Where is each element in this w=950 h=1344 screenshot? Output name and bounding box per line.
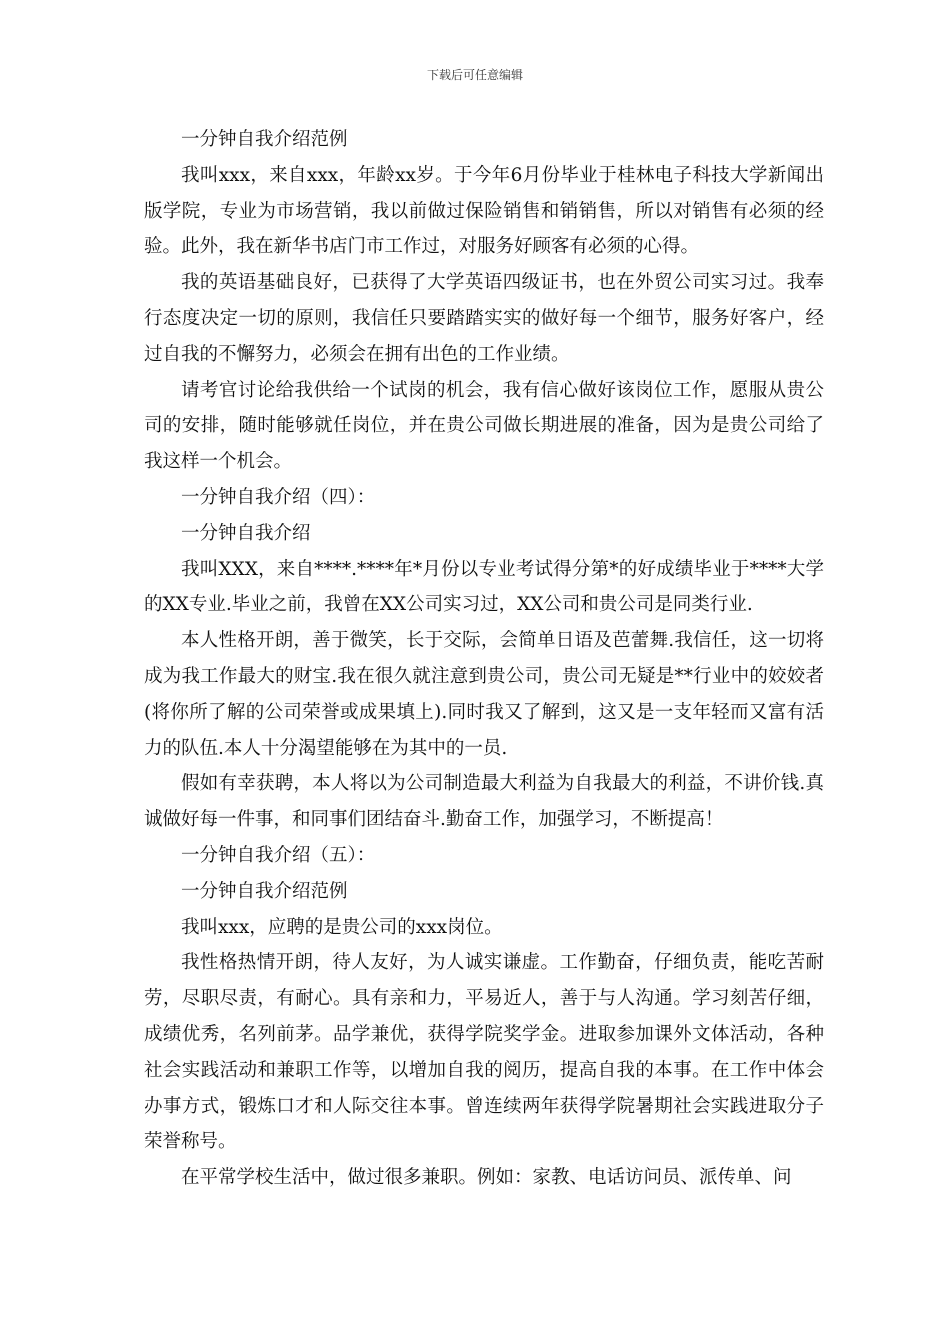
paragraph: 我的英语基础良好，已获得了大学英语四级证书，也在外贸公司实习过。我奉行态度决定一切的原则，我信任只要踏踏实实的做好每一个细节，服务好客户，经过自我的不懈努力，必须会在拥有出色的工作业绩。 [144, 272, 824, 365]
paragraph: 我叫xxx，来自xxx，年龄xx岁。于今年6月份毕业于桂林电子科技大学新闻出版学院，专业为市场营销，我以前做过保险销售和销销售，所以对销售有必须的经验。此外，我在新华书店门市工作过，对服务好顾客有必须的心得。 [144, 164, 824, 258]
section-title: 一分钟自我介绍 [181, 522, 311, 544]
section-title: 一分钟自我介绍范例 [181, 129, 348, 150]
paragraph: 我叫XXX，来自****.****年*月份以专业考试得分第*的好成绩毕业于****大学的XX专业.毕业之前，我曾在XX公司实习过，XX公司和贵公司是同类行业. [144, 558, 824, 616]
paragraph: 假如有幸获聘，本人将以为公司制造最大利益为自我最大的利益，不讲价钱.真诚做好每一件事，和同事们团结奋斗.勤奋工作，加强学习，不断提高！ [144, 773, 824, 831]
section-heading: 一分钟自我介绍（五）： [181, 844, 376, 866]
paragraph: 本人性格开朗，善于微笑，长于交际，会简单日语及芭蕾舞.我信任，这一切将成为我工作最大的财宝.我在很久就注意到贵公司，贵公司无疑是**行业中的姣姣者(将你所了解的公司荣誉或成果填上).同时我又了解到，这又是一支年轻而又富有活力的队伍.本人十分渴望能够在为其中的一员. [144, 630, 824, 759]
section-heading: 一分钟自我介绍（四）： [181, 486, 376, 508]
section-title: 一分钟自我介绍范例 [181, 880, 348, 902]
paragraph: 在平常学校生活中，做过很多兼职。例如：家教、电话访问员、派传单、问 [181, 1167, 792, 1189]
document-body [144, 122, 824, 1196]
page-header: 下载后可任意编辑 [426, 68, 523, 82]
paragraph: 我性格热情开朗，待人友好，为人诚实谦虚。工作勤奋，仔细负责，能吃苦耐劳，尽职尽责，有耐心。具有亲和力，平易近人，善于与人沟通。学习刻苦仔细，成绩优秀，名列前茅。品学兼优，获得学院奖学金。进取参加课外文体活动，各种社会实践活动和兼职工作等，以增加自我的阅历，提高自我的本事。在工作中体会办事方式，锻炼口才和人际交往本事。曾连续两年获得学院暑期社会实践进取分子荣誉称号。 [144, 952, 824, 1153]
paragraph: 请考官讨论给我供给一个试岗的机会，我有信心做好该岗位工作，愿服从贵公司的安排，随时能够就任岗位，并在贵公司做长期进展的准备，因为是贵公司给了我这样一个机会。 [144, 379, 824, 473]
paragraph: 我叫xxx，应聘的是贵公司的xxx岗位。 [181, 916, 503, 938]
